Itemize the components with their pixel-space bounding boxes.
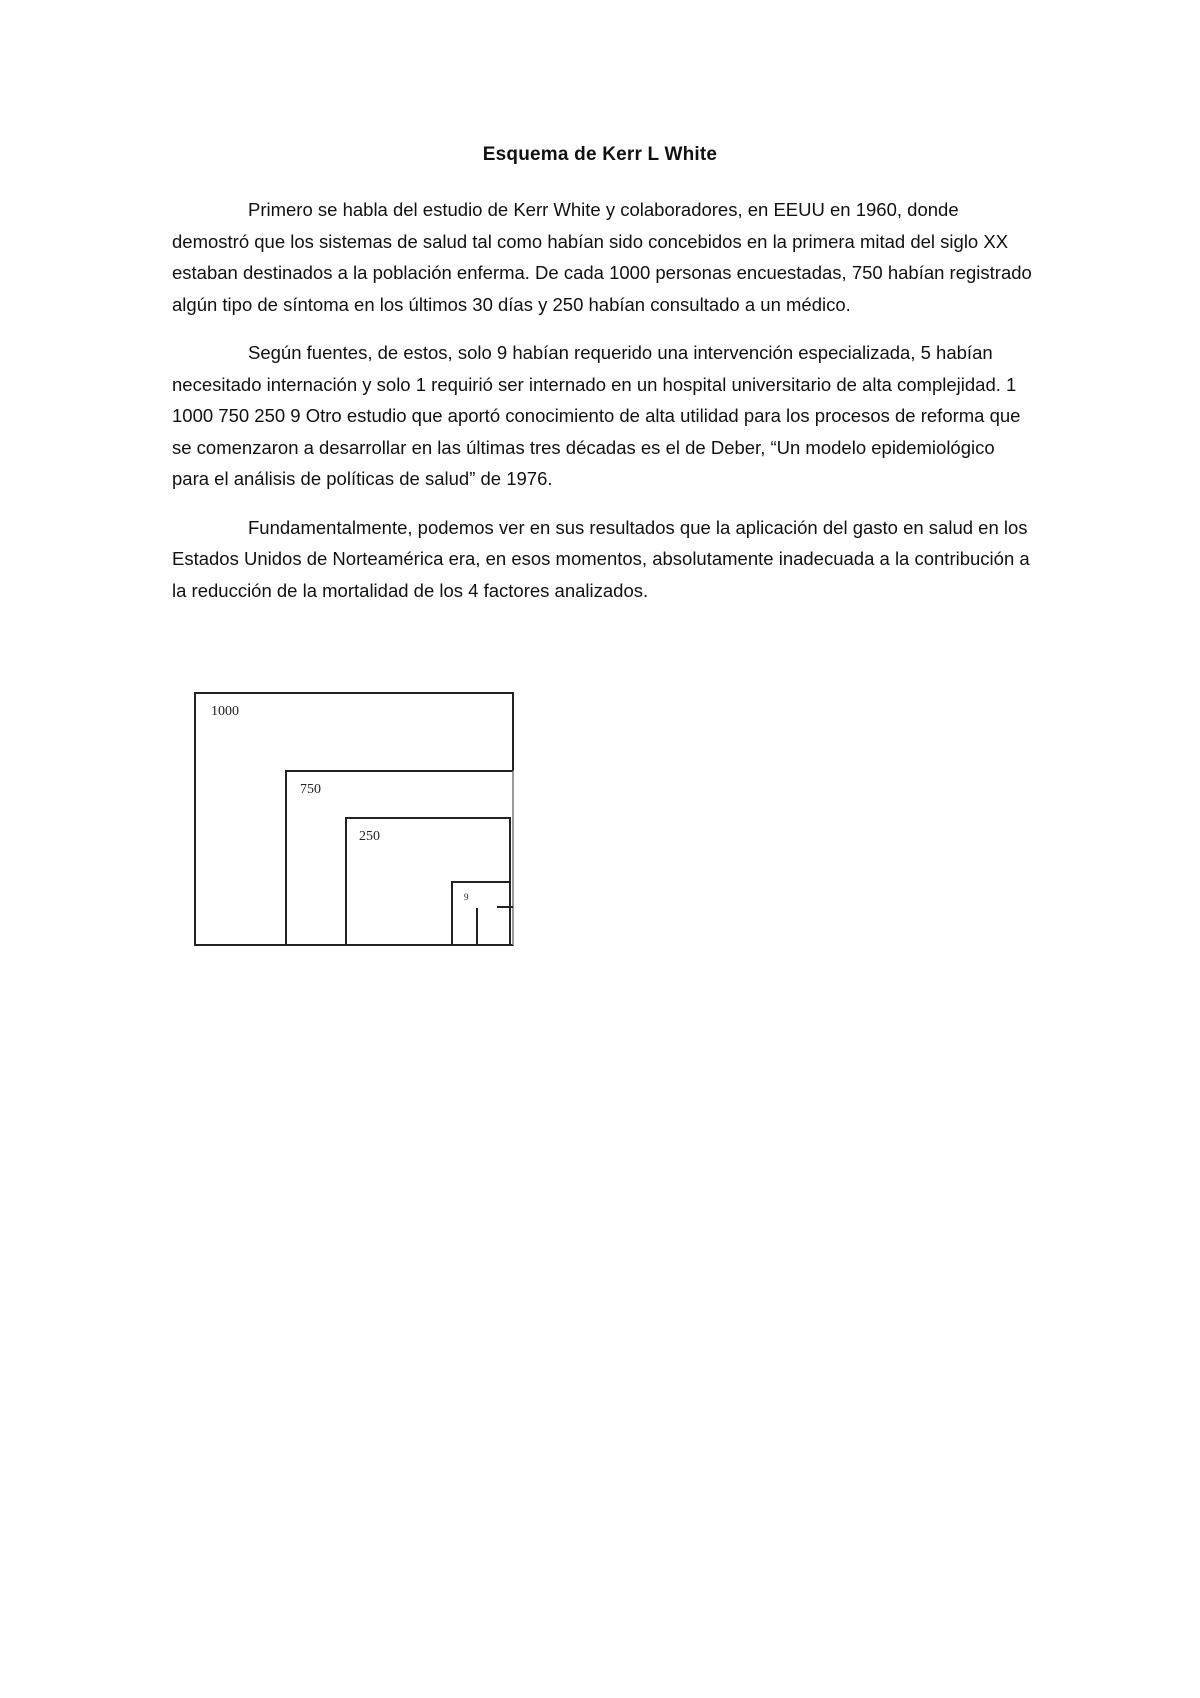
paragraph-2: Según fuentes, de estos, solo 9 habían requerido una intervención especializada, 5 habían necesitado internación y solo 1 requirió ser internado en un hospital universitario de alta complejidad. 1 1000 750 250 9 Otro estudio que aportó conocimiento de alta utilidad para los procesos de reforma que se comenzaron a desarrollar en las últimas tres décadas es el de Deber, “Un modelo epidemiológico para el análisis de políticas de salud” de 1976. xyxy=(172,342,1021,489)
box-5-edge xyxy=(497,906,513,908)
box-1-edge xyxy=(476,908,478,946)
document-body xyxy=(172,194,1034,623)
document-title: Esquema de Kerr L White xyxy=(482,144,718,165)
paragraph-1: Primero se habla del estudio de Kerr White y colaboradores, en EEUU en 1960, donde demostró que los sistemas de salud tal como habían sido concebidos en la primera mitad del siglo XX estaban destinados a la población enferma. De cada 1000 personas encuestadas, 750 habían registrado algún tipo de síntoma en los últimos 30 días y 250 habían consultado a un médico. xyxy=(172,199,1032,315)
label-9: 9 xyxy=(464,892,469,902)
label-1000: 1000 xyxy=(211,704,239,719)
kerr-white-nested-boxes-diagram xyxy=(194,692,514,946)
label-250: 250 xyxy=(359,829,380,844)
label-750: 750 xyxy=(300,782,321,797)
box-9 xyxy=(451,881,511,946)
paragraph-3: Fundamentalmente, podemos ver en sus resultados que la aplicación del gasto en salud en los Estados Unidos de Norteamérica era, en esos momentos, absolutamente inadecuada a la contribución a la reducción de la mortalidad de los 4 factores analizados. xyxy=(172,516,1030,601)
